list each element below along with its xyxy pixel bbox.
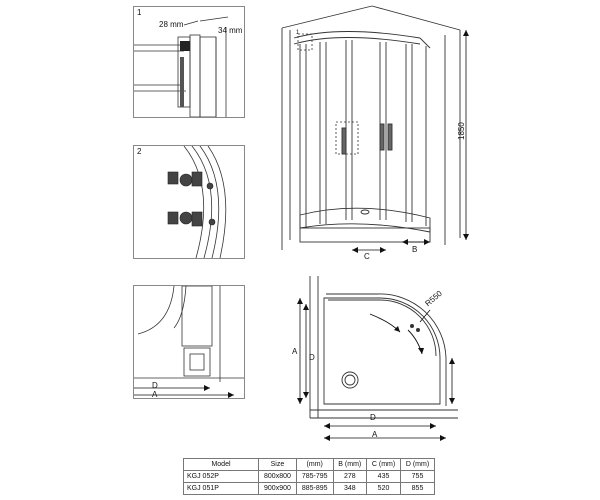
dimension-28mm: 28 mm [159,20,184,29]
corner-profile-drawing [134,286,244,398]
header-d: D (mm) [401,459,435,471]
cell-size: 900x900 [259,483,297,495]
shower-enclosure-elevation [270,0,480,265]
detail-1-panel [133,6,245,118]
cell-d: 755 [401,471,435,483]
height-dimension-1850: 1850 [457,122,466,140]
cell-c: 520 [367,483,401,495]
header-model: Model [184,459,259,471]
cell-b: 278 [333,471,367,483]
elevation-label-c: C [364,252,370,261]
detail-2-panel [133,145,245,259]
roller-detail-drawing [134,146,244,258]
plan-label-a-side: A [292,347,298,356]
table-row [184,483,435,495]
detail-3-panel [133,285,245,399]
shower-tray-plan [290,270,480,450]
cell-size: 800x800 [259,471,297,483]
label-d: D [152,381,158,390]
model-spec-table [183,458,435,495]
plan-label-d-side: D [309,353,315,362]
cell-model: KGJ 051P [184,483,259,495]
cell-mm: 785-795 [296,471,333,483]
header-mm: (mm) [296,459,333,471]
header-b: B (mm) [333,459,367,471]
cell-mm: 885-895 [296,483,333,495]
elevation-label-b: B [412,245,418,254]
header-c: C (mm) [367,459,401,471]
cell-c: 435 [367,471,401,483]
dimension-34mm: 34 mm [218,26,243,35]
detail-number: 2 [137,147,142,156]
detail-number: 1 [137,8,142,17]
table-header-row [184,459,435,471]
cell-model: KGJ 052P [184,471,259,483]
profile-detail-drawing [134,7,244,117]
plan-label-a-bottom: A [372,430,378,439]
label-a: A [152,390,158,399]
header-size: Size [259,459,297,471]
table-row [184,471,435,483]
radius-label: R550 [423,288,444,309]
cell-b: 348 [333,483,367,495]
detail-1-marker: 1 [296,30,300,36]
plan-label-d-bottom: D [370,413,376,422]
cell-d: 855 [401,483,435,495]
